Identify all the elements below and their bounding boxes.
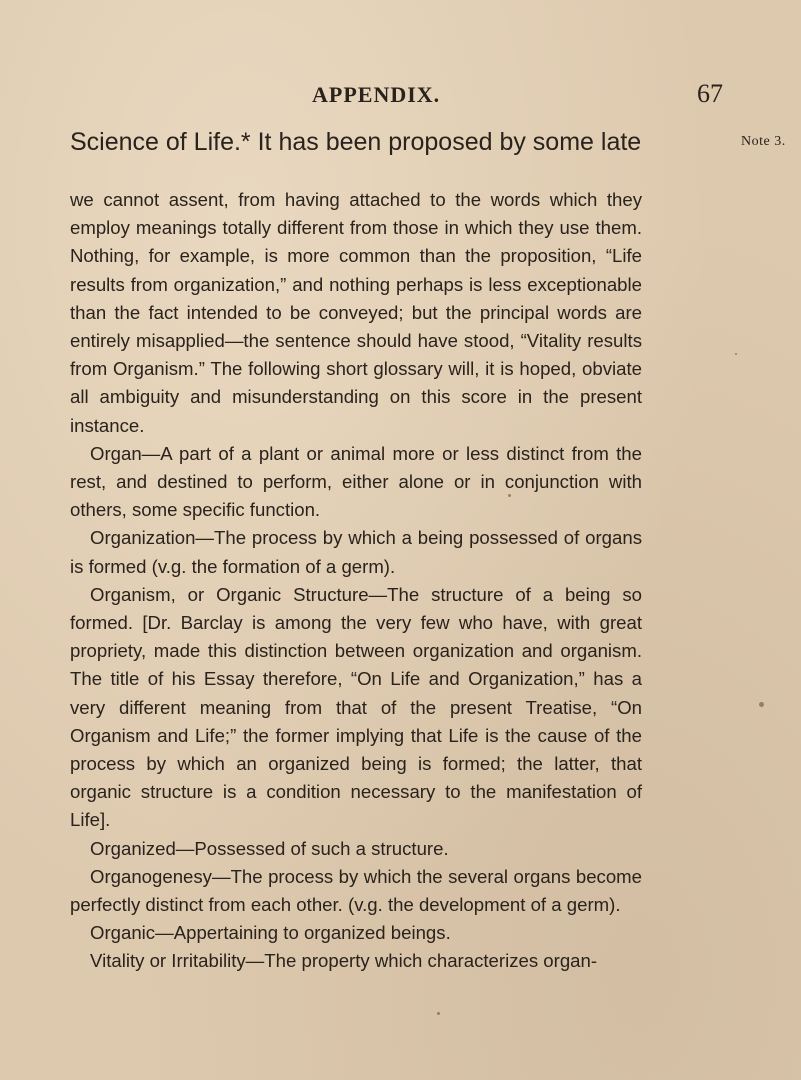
glossary-entry-vitality: Vitality or Irritability—The property which characterizes organ- (90, 950, 598, 972)
glossary-entry-organogenesy: Organogenesy—The process by which the several organs become perfectly distinct from each other. (v.g. the development of a germ). (70, 865, 642, 916)
glossary-entry-organization: Organization—The process by which a being possessed of organs is formed (v.g. the formation of a germ). (70, 527, 642, 577)
glossary-entry-organism: Organism, or Organic Structure—The structure of a being so formed. [Dr. Barclay is among the very few who have, with great propriety, made this distinction between organization and organism. The title of his Essay therefore, “On Life and Organization,” has a very different meaning from that of the present Treatise, “On Organism and Life;” the former implying that Life is the cause of the process by which an organized being is formed; the latter, that organic structure is a condition necessary to the manifestation of Life]. (70, 583, 642, 831)
paper-speck (759, 702, 764, 707)
paper-speck (508, 494, 511, 497)
page-number: 67 (697, 79, 723, 108)
section-heading-line (70, 128, 786, 162)
paper-speck (735, 353, 737, 355)
paper-speck (437, 1012, 440, 1015)
running-head (0, 79, 801, 112)
glossary-entry-organ: Organ—A part of a plant or animal more or less distinct from the rest, and destined to perform, either alone or in conjunction with others, some specific function. (70, 442, 642, 521)
paragraph-continued: we cannot assent, from having attached to the words which they employ meanings totally different from those in which they use them. Nothing, for example, is more common than the proposition, “Life results from organization,” and nothing perhaps is less exceptionable than the fact intended to be conveyed; but the principal words are entirely misapplied—the sentence should have stood, “Vitality results from Organism.” The following short glossary will, it is hoped, obviate all ambiguity and misunderstanding on this score in the present instance. (70, 189, 642, 436)
margin-note: Note 3. (741, 134, 786, 149)
body-text (70, 186, 642, 976)
glossary-entry-organized: Organized—Possessed of such a structure. (90, 837, 449, 859)
glossary-entry-organic: Organic—Appertaining to organized beings. (90, 922, 451, 944)
section-heading: Science of Life.* It has been proposed by some late (70, 128, 642, 156)
running-head-title: APPENDIX. (312, 82, 441, 107)
